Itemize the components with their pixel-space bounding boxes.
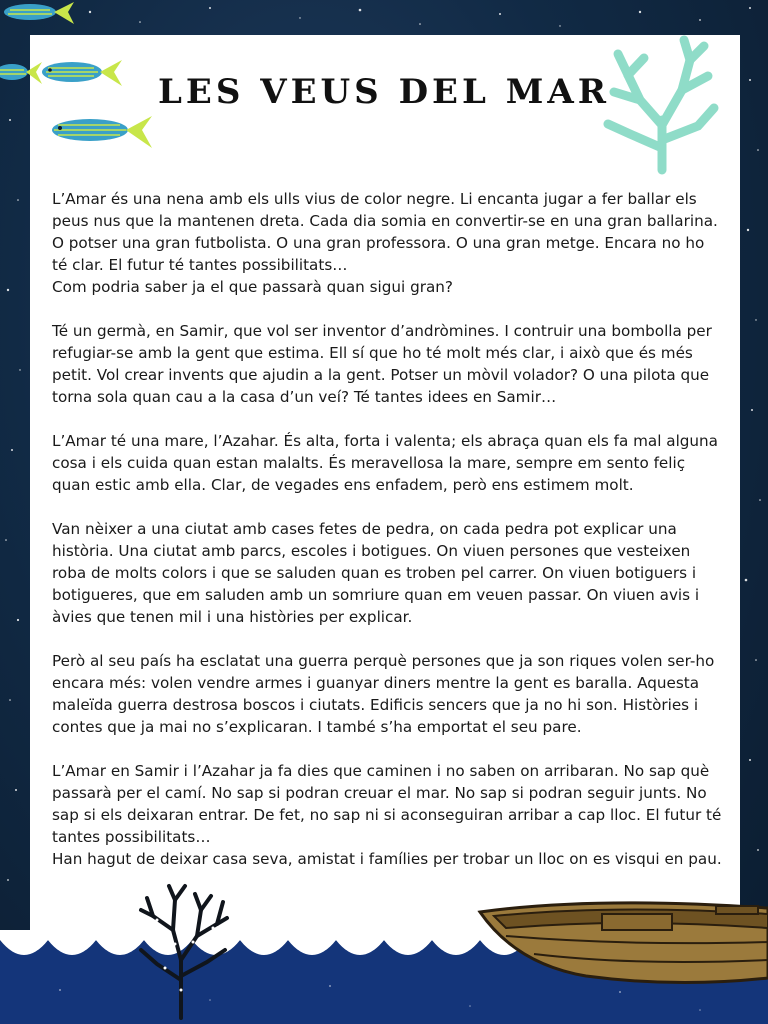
paragraph: Té un germà, en Samir, que vol ser inventor d’andròmines. I contruir una bombolla per refugiar-se amb la gent que estima. Ell sí que ho té molt més clar, i això que és més petit. Vol crear invents que ajudin a la gent. Potser un mòvil volador? O una pilota que torna sola quan cau a la casa d’un veí? Té tantes idees en Samir… [52,322,712,406]
boat-icon [476,892,768,992]
page-title: LES VEUS DEL MAR [158,72,610,112]
story-text [52,188,724,892]
fish-icon [46,108,156,156]
fish-icon [0,0,80,40]
seaweed-icon [135,880,230,1020]
paragraph: L’Amar té una mare, l’Azahar. És alta, forta i valenta; els abraça quan els fa mal alguna cosa i els cuida quan estan malalts. És meravellosa la mare, sempre em sento feliç quan estic amb ella. Clar, de vegades ens enfadem, però ens estimem molt. [52,432,718,494]
paragraph: Però al seu país ha esclatat una guerra perquè persones que ja son riques volen ser-ho encara més: volen vendre armes i guanyar diners mentre la gent es baralla. Aquesta maleïda guerra destrosa boscos i ciutats. Edificis sencers que ja no hi son. Històries i contes que ja mai no s’explicaran. I també s’ha emportat el seu pare. [52,652,715,736]
paragraph: L’Amar és una nena amb els ulls vius de color negre. Li encanta jugar a fer ballar els peus nus que la mantenen dreta. Cada dia somia en convertir-se en una gran ballarina. O potser una gran futbolista. O una gran professora. O una gran metge. Encara no ho té clar. El futur té tantes possibilitats… Com podria saber ja el que passarà quan sigui gran? [52,190,718,296]
paragraph: Van nèixer a una ciutat amb cases fetes de pedra, on cada pedra pot explicar una història. Una ciutat amb parcs, escoles i botigues. On viuen persones que vesteixen roba de molts colors i que se saluden quan es troben pel carrer. On viuen botiguers i botigueres, que em saluden amb un somriure quan em veuen passar. On viuen avis i àvies que tenen mil i una històries per explicar. [52,520,700,626]
paragraph: L’Amar en Samir i l’Azahar ja fa dies que caminen i no saben on arribaran. No sap què passarà per el camí. No sap si podran creuar el mar. No sap si podran seguir junts. No sap si els deixaran entrar. De fet, no sap ni si aconseguiran arribar a cap lloc. El futur té tantes possibilitats… Han hagut de deixar casa seva, amistat i famílies per trobar un lloc on es visqui en pau. [52,762,722,868]
